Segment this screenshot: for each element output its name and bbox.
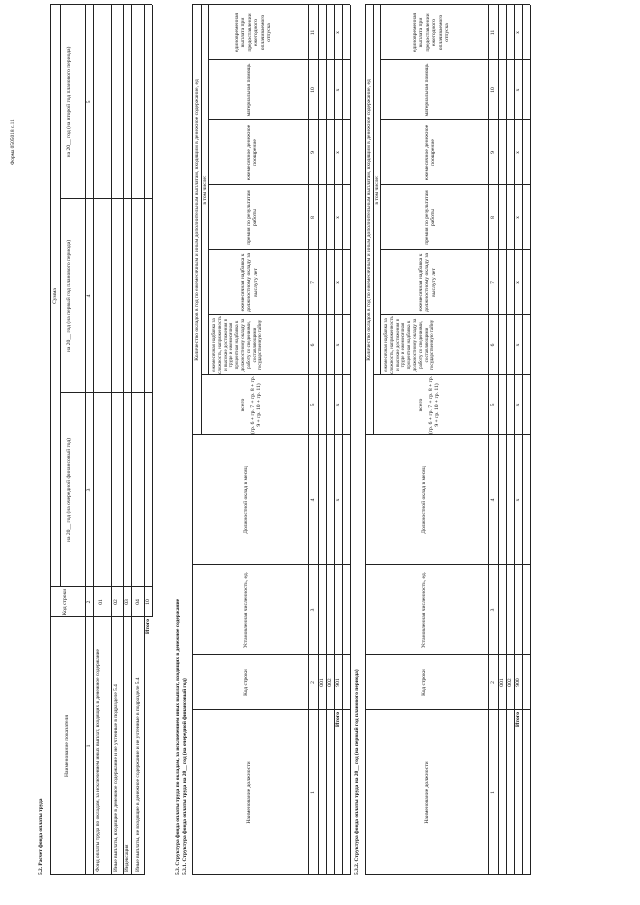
t1-x-mark: x xyxy=(335,343,341,347)
row-01-code: 01 xyxy=(98,599,104,605)
num-5: 5 xyxy=(86,100,92,104)
t2-col-staff: Установленная численность, ед. xyxy=(421,571,427,649)
t1-col-8: премия по результатам работы xyxy=(246,190,259,245)
t2-row-code-001: 001 xyxy=(499,678,505,687)
t2-incl: в том числе: xyxy=(374,175,380,205)
t2-num-3: 3 xyxy=(490,608,496,612)
row-01-label: Фонд оплаты труда по окладам, за исключением иных выплат, входящих в денежное содержание xyxy=(95,649,101,872)
t2-num-8: 8 xyxy=(490,216,496,219)
t2-x-mark: x xyxy=(515,403,521,407)
t2-num-6: 6 xyxy=(490,343,496,347)
t2-col-total: всего xyxy=(418,398,424,412)
t1-col-code: Код строки xyxy=(243,669,249,696)
row-04-label: Иные выплаты, не входящие в денежное содержание и не учтенные в подразделе 5.4 xyxy=(135,677,141,872)
total-code: 10 xyxy=(145,599,151,605)
t1-col-11: единовременная выплата при предоставлении ежегодного оплачиваемого отпуска xyxy=(234,12,273,53)
t1-num-11: 11 xyxy=(310,29,316,36)
total-label: Итого xyxy=(145,619,151,635)
t2-x-mark: x xyxy=(515,281,521,284)
t2-x-mark: x xyxy=(515,343,521,347)
t2-col-qty: Количество окладов в год по ежемесячным и иным дополнительным выплатам, входящим в денежное содержание, ед xyxy=(366,79,372,361)
t1-num-4: 4 xyxy=(310,498,316,502)
t2-col-total-formula: (гр. 6 + гр. 7 + гр. 8 + гр. 9 + гр. 10 + гр. 11) xyxy=(428,375,441,435)
t2-x-mark: x xyxy=(515,31,521,34)
t2-num-1: 1 xyxy=(490,791,496,794)
t1-x-mark: x xyxy=(335,88,341,92)
t2-num-2: 2 xyxy=(490,681,496,684)
row-03-label: Индексация xyxy=(124,844,130,872)
t1-total-code: 901 xyxy=(335,678,341,687)
t1-total-label: Итого xyxy=(335,712,341,728)
t2-col-8: премия по результатам работы xyxy=(424,190,437,245)
t1-x-mark: x xyxy=(335,498,341,502)
t1-col-total: всего xyxy=(240,398,246,412)
t2-num-5: 5 xyxy=(490,403,496,407)
t1-x-mark: x xyxy=(335,216,341,219)
t1-num-1: 1 xyxy=(310,791,316,794)
t1-num-3: 3 xyxy=(310,608,316,612)
t1-col-position: Наименование должности xyxy=(246,761,252,824)
t1-num-7: 7 xyxy=(310,281,316,284)
col-sums-header: Сумма xyxy=(52,288,58,304)
t2-x-mark: x xyxy=(515,151,521,154)
t1-x-mark: x xyxy=(335,281,341,284)
t1-col-9: ежемесячное денежное поощрение xyxy=(246,124,259,181)
num-2: 2 xyxy=(86,600,92,604)
col-name-header: Наименование показателя xyxy=(64,715,70,777)
t1-num-6: 6 xyxy=(310,343,316,347)
t2-row-code-002: 002 xyxy=(507,678,513,687)
t2-num-7: 7 xyxy=(490,281,496,284)
t2-num-11: 11 xyxy=(490,29,496,36)
t1-row-code-002: 002 xyxy=(327,678,333,687)
t2-num-4: 4 xyxy=(490,498,496,502)
t1-num-5: 5 xyxy=(310,403,316,407)
num-3: 3 xyxy=(86,488,92,492)
num-1: 1 xyxy=(86,744,92,748)
t1-x-mark: x xyxy=(335,403,341,407)
row-04-code: 04 xyxy=(135,599,141,605)
t2-x-mark: x xyxy=(515,88,521,92)
t2-num-10: 10 xyxy=(490,87,496,93)
t1-col-total-formula: (гр. 6 + гр. 7 + гр. 8 + гр. 9 + гр. 10 + гр. 11) xyxy=(250,375,263,435)
t1-x-mark: x xyxy=(335,31,341,34)
t1-col-staff: Установленная численность, ед. xyxy=(243,571,249,649)
section-5-3-1-title: 5.3.1. Структура фонда оплаты труда на 20__ год (на очередной финансовый год) xyxy=(182,678,188,875)
row-03-code: 03 xyxy=(124,599,130,605)
t1-col-6: ежемесячная надбавка за сложность, напряженность и высокие достижения в труде и ежемесячная процентная надбавка к должностному окладу за работу со сведениями, составляющими государственную тайну xyxy=(212,316,264,374)
col-year3-header: на 20__ год (на второй год планового периода) xyxy=(66,46,72,158)
t1-col-qty: Количество окладов в год по ежемесячным и иным дополнительным выплатам, входящим в денежное содержание, ед xyxy=(194,79,200,361)
t2-num-9: 9 xyxy=(490,151,496,154)
t2-col-code: Код строки xyxy=(421,669,427,696)
t1-num-8: 8 xyxy=(310,216,316,219)
t1-col-10: материальная помощь xyxy=(246,63,252,117)
form-label: Форма 0505018 с.11 xyxy=(10,119,16,165)
t2-col-salary: Должностной оклад в месяц xyxy=(421,466,427,534)
t2-col-6: ежемесячная надбавка за сложность, напряженность и высокие достижения в труде и ежемесячная процентная надбавка к должностному окладу за работу со сведениями, составляющими государственную тайну xyxy=(384,316,436,374)
section-5-3-title: 5.3. Структура фонда оплаты труда по окладам, за исключением иных выплат, входящих в денежное содержание xyxy=(175,598,181,875)
section-5-2-title: 5.2. Расчет фонда оплаты труда xyxy=(38,798,44,875)
t1-incl: в том числе: xyxy=(202,175,208,205)
t2-col-7: ежемесячная надбавка к должностному окладу за выслугу лет xyxy=(418,252,437,313)
t2-col-position: Наименование должности xyxy=(424,761,430,824)
t2-col-11: единовременная выплата при предоставлении ежегодного оплачиваемого отпуска xyxy=(412,12,451,53)
section-5-3-2-title: 5.3.2. Структура фонда оплаты труда на 20__ год (на первый год планового периода) xyxy=(354,669,360,875)
row-02-label: Иные выплаты, входящие в денежное содержание и не учтенные в подразделе 5.4 xyxy=(113,684,119,872)
t1-row-code-001: 001 xyxy=(319,678,325,687)
col-code-header: Код строки xyxy=(62,588,68,616)
t1-num-10: 10 xyxy=(310,87,316,93)
col-year1-header: на 20__ год (на очередной финансовый год) xyxy=(66,437,72,543)
t2-x-mark: x xyxy=(515,498,521,502)
num-4: 4 xyxy=(86,294,92,298)
t2-total-label: Итого xyxy=(515,712,521,728)
t1-num-2: 2 xyxy=(310,681,316,684)
t2-col-9: ежемесячное денежное поощрение xyxy=(424,124,437,181)
t2-total-code: 900 xyxy=(515,678,521,687)
row-02-code: 02 xyxy=(113,599,119,605)
t1-col-salary: Должностной оклад в месяц xyxy=(243,466,249,534)
t2-col-10: материальная помощь xyxy=(424,63,430,117)
t1-x-mark: x xyxy=(335,151,341,154)
t2-x-mark: x xyxy=(515,216,521,219)
t1-col-7: ежемесячная надбавка к должностному окладу за выслугу лет xyxy=(240,252,259,313)
col-year2-header: на 20__ год (на первый год планового периода) xyxy=(66,239,72,353)
t1-num-9: 9 xyxy=(310,151,316,154)
